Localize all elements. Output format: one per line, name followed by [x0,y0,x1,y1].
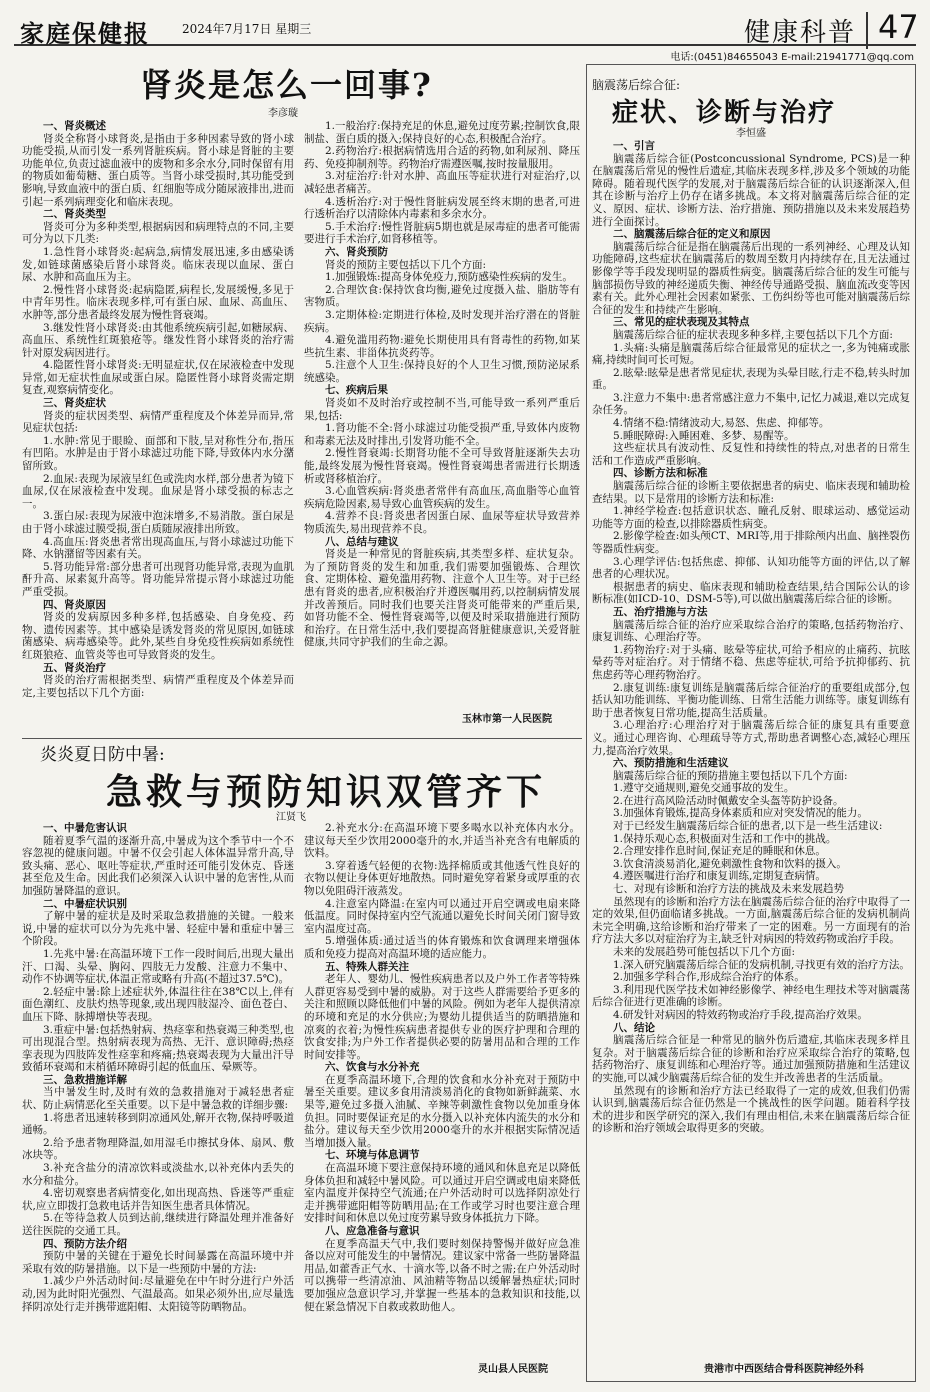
section-heading: 五、特殊人群关注 [325,960,409,973]
paragraph: 2.慢性肾衰竭:长期肾功能不全可导致肾脏逐渐失去功能,最终发展为慢性肾衰竭。慢性肾衰竭患者需进行长期透析或肾移植治疗。 [304,447,580,485]
article-divider [22,738,582,739]
article3-body [592,140,910,1354]
paragraph: 1.一般治疗:保持充足的休息,避免过度劳累;控制饮食,限制盐、蛋白质的摄入;保持良好的心态,积极配合治疗。 [304,120,580,145]
section-name: 健康科普 [744,12,868,49]
paragraph: 1.深入研究脑震荡后综合征的发病机制,寻找更有效的治疗方法。 [613,958,910,971]
section-heading: 三、急救措施详解 [43,1073,127,1086]
paragraph: 3.利用现代医学技术如神经影像学、神经电生理技术等对脑震荡后综合征进行更准确的诊断。 [592,983,910,1009]
article1-title: 肾炎是怎么一回事? [140,66,433,104]
section-heading: 二、肾炎类型 [43,208,106,221]
article3-subtitle: 脑震荡后综合征: [592,78,681,92]
paragraph: 3.饮食清淡易消化,避免刺激性食物和饮料的摄入。 [613,857,847,870]
paragraph: 5.睡眠障碍:入睡困难、多梦、易醒等。 [613,429,795,442]
section-heading: 四、诊断方法和标准 [613,467,708,480]
paragraph: 预防中暑的关键在于避免长时间暴露在高温环境中并采取有效的防暑措施。以下是一些预防中暑的方法: [22,1250,294,1275]
paragraph: 3.继发性肾小球肾炎:由其他系统疾病引起,如糖尿病、高血压、系统性红斑狼疮等。继发性肾小球肾炎的治疗需针对原发病因进行。 [22,321,294,359]
section-heading: 八、应急准备与意识 [325,1225,420,1237]
article2-author: 江贤飞 [276,812,306,823]
paragraph: 4.研发针对病因的特效药物或治疗手段,提高治疗效果。 [613,1008,868,1021]
paragraph: 2.影像学检查:如头颅CT、MRI等,用于排除颅内出血、脑挫裂伤等器质性病变。 [592,530,910,555]
article1-author: 李彦璇 [268,108,298,119]
article2-title: 急救与预防知识双管齐下 [106,771,547,813]
paragraph: 5.手术治疗:慢性肾脏病5期也就是尿毒症的患者可能需要进行手术治疗,如肾移植等。 [304,220,580,246]
paragraph: 1.减少户外活动时间:尽量避免在中午时分进行户外活动,因为此时阳光强烈、气温最高。如果必须外出,应尽量选择阴凉处行走并携带遮阳帽、太阳镜等防晒物品。 [22,1275,294,1313]
section-heading: 二、脑震荡后综合征的定义和原因 [613,228,771,241]
paragraph: 5.肾功能异常:部分患者可出现肾功能异常,表现为血肌酐升高、尿素氮升高等。肾功能异常提示肾小球滤过功能严重受损。 [22,560,294,598]
page-number: 47 [878,8,919,46]
article1-source: 玉林市第一人民医院 [462,714,552,725]
paragraph: 在夏季高温天气中,我们要时刻保持警惕并做好应急准备以应对可能发生的中暑情况。建议家中常备一些防暑降温用品,如藿香正气水、十滴水等,以备不时之需;在户外活动时可以携带一些清凉油、风油精等物品以缓解暑热症状;同时要加强应急意识学习,并掌握一些基本的急救知识和技能,以便在紧急情况下自救或救助他人。 [304,1237,580,1313]
paragraph: 肾炎如不及时治疗或控制不当,可能导致一系列严重后果,包括: [304,397,580,422]
section-heading: 二、中暑症状识别 [43,897,127,910]
paragraph: 随着夏季气温的逐渐升高,中暑成为这个季节中一个不容忽视的健康问题。中暑不仅会引起人体体温异常升高,导致头痛、恶心、呕吐等症状,严重时还可能引发休克、昏迷甚至危及生命。因此我们必须深入认识中暑的危害性,从而加强防暑降温的意识。 [22,834,294,897]
paragraph: 脑震荡后综合征是一种常见的脑外伤后遗症,其临床表现多样且复杂。对于脑震荡后综合征的诊断和治疗应采取综合治疗的策略,包括药物治疗、康复训练和心理治疗等。通过加强预防措施和生活建议的实施,可以减少脑震荡后综合征的发生并改善患者的生活质量。 [592,1034,910,1084]
paragraph: 4.情绪不稳:情绪波动大,易怒、焦虑、抑郁等。 [613,417,830,430]
section-heading: 一、肾炎概述 [43,120,106,132]
paragraph: 1.水肿:常见于眼睑、面部和下肢,呈对称性分布,指压有凹陷。水肿是由于肾小球滤过功能下降,导致体内水分潴留所致。 [22,434,294,473]
paragraph: 4.透析治疗:对于慢性肾脏病发展至终末期的患者,可进行透析治疗以清除体内毒素和多余水分。 [304,195,580,221]
section-heading: 一、引言 [613,140,655,152]
paragraph: 未来的发展趋势可能包括以下几个方面: [613,946,796,958]
paragraph: 这些症状具有波动性、反复性和持续性的特点,对患者的日常生活和工作造成严重影响。 [592,442,910,467]
article1-column-right [304,120,580,704]
paragraph: 虽然现有的诊断和治疗方法在脑震荡后综合征的治疗中取得了一定的效果,但仍面临诸多挑战。一方面,脑震荡后综合征的发病机制尚未完全明确,这给诊断和治疗带来了一定的困难。另一方面现有的治疗方法大多以对症治疗为主,缺乏针对病因的特效药物或治疗手段。 [592,895,910,946]
article2-column-right [304,822,580,1352]
section-heading: 八、结论 [613,1021,655,1034]
masthead [14,6,919,48]
section-heading: 八、总结与建议 [325,535,399,548]
paragraph: 2.加强多学科合作,形成综合治疗的体系。 [613,971,805,984]
paragraph: 3.穿着透气轻便的衣物:选择棉质或其他透气性良好的衣物以便让身体更好地散热。同时避免穿着紧身或厚重的衣物以免阻碍汗液蒸发。 [304,859,580,897]
article2-source: 灵山县人民医院 [478,1364,548,1375]
article3-title: 症状、诊断与治疗 [612,98,837,128]
paragraph: 3.定期体检:定期进行体检,及时发现并治疗潜在的肾脏疾病。 [304,308,580,334]
section-heading: 七、环境与体息调节 [325,1149,420,1162]
paragraph: 4.高血压:肾炎患者常出现高血压,与肾小球滤过功能下降、水钠潴留等因素有关。 [22,535,294,561]
paragraph: 1.加强锻炼:提高身体免疫力,预防感染性疾病的发生。 [325,271,573,284]
paragraph: 3.对症治疗:针对水肿、高血压等症状进行对症治疗,以减轻患者痛苦。 [304,170,580,195]
paragraph: 1.药物治疗:对于头痛、眩晕等症状,可给予相应的止痛药、抗眩晕药等对症治疗。对于情绪不稳、焦虑等症状,可给予抗抑郁药、抗焦虑药等心理药物治疗。 [592,643,910,681]
paragraph: 2.康复训练:康复训练是脑震荡后综合征治疗的重要组成部分,包括认知功能训练、平衡功能训练、日常生活能力训练等。康复训练有助于患者恢复日常功能,提高生活质量。 [592,681,910,719]
paragraph: 了解中暑的症状是及时采取急救措施的关键。一般来说,中暑的症状可以分为先兆中暑、轻症中暑和重症中暑三个阶段。 [22,910,294,948]
article2-subtitle: 炎炎夏日防中暑: [40,745,165,765]
paragraph: 4.遵医嘱进行治疗和康复训练,定期复查病情。 [613,870,826,883]
paragraph: 2.合理安排作息时间,保证充足的睡眠和休息。 [613,845,826,858]
paragraph: 5.增强体质:通过适当的体育锻炼和饮食调理来增强体质和免疫力提高对高温环境的适应能力。 [304,935,580,960]
paragraph: 3.注意力不集中:患者常感注意力不集中,记忆力减退,难以完成复杂任务。 [592,391,910,417]
paragraph: 3.蛋白尿:表现为尿液中泡沫增多,不易消散。蛋白尿是由于肾小球滤过膜受损,蛋白质随尿液排出所致。 [22,510,294,535]
paragraph: 肾炎的治疗需根据类型、病情严重程度及个体差异而定,主要包括以下几个方面: [22,674,294,699]
paragraph: 脑震荡后综合征的治疗应采取综合治疗的策略,包括药物治疗、康复训练、心理治疗等。 [592,618,910,644]
section-heading: 四、预防方法介绍 [43,1237,127,1250]
paragraph: 七、对现有诊断和治疗方法的挑战及未来发展趋势 [613,883,844,896]
paragraph: 在高温环境下要注意保持环境的通风和休息充足以降低身体负担和减轻中暑风险。可以通过开启空调或电扇来降低室内温度并保持空气流通;在户外活动时可以选择阴凉处行走并携带遮阳帽等防晒用品;在工作或学习时也要注意合理安排时间和休息以免过度劳累导致身体抵抗力下降。 [304,1162,580,1225]
paragraph: 脑震荡后综合征的症状表现多种多样,主要包括以下几个方面: [613,328,893,341]
section-heading: 五、肾炎治疗 [43,661,106,674]
paragraph: 4.密切观察患者病情变化,如出现高热、昏迷等严重症状,应立即拨打急救电话并告知医生患者具体情况。 [22,1187,294,1212]
paragraph: 2.轻症中暑:除上述症状外,体温往往在38℃以上,伴有面色潮红、皮肤灼热等现象,或出现四肢湿冷、面色苍白、血压下降、脉搏增快等表现。 [22,985,294,1023]
issue-date: 2024年7月17日 星期三 [182,22,312,36]
paragraph: 3.重症中暑:包括热射病、热痉挛和热衰竭三种类型,也可出现混合型。热射病表现为高热、无汗、意识障碍;热痉挛表现为四肢阵发性痉挛和疼痛;热衰竭表现为大量出汗导致循环衰竭和末梢循环障碍引起的低血压、晕厥等。 [22,1023,294,1074]
section-heading: 一、中暑危害认识 [43,822,127,834]
paragraph: 当中暑发生时,及时有效的急救措施对于减轻患者症状、防止病情恶化至关重要。以下是中暑急救的详细步骤: [22,1086,294,1112]
section-heading: 六、饮食与水分补充 [325,1061,420,1074]
paragraph: 2.合理饮食:保持饮食均衡,避免过度摄入盐、脂肪等有害物质。 [304,283,580,309]
paragraph: 肾炎的发病原因多种多样,包括感染、自身免疫、药物、遗传因素等。其中感染是诱发肾炎的常见原因,如链球菌感染、病毒感染等。此外,某些自身免疫性疾病如系统性红斑狼疮、血管炎等也可导致肾炎的发生。 [22,611,294,661]
paragraph: 2.给予患者物理降温,如用湿毛巾擦拭身体、扇风、敷冰块等。 [22,1136,294,1162]
paragraph: 1.肾功能不全:肾小球滤过功能受损严重,导致体内废物和毒素无法及时排出,引发肾功能不全。 [304,422,580,447]
section-heading: 三、常见的症状表现及其特点 [613,316,750,329]
article2-column-left [22,822,294,1382]
paragraph: 肾炎的症状因类型、病情严重程度及个体差异而异,常见症状包括: [22,409,294,435]
paragraph: 1.头痛:头痛是脑震荡后综合征最常见的症状之一,多为钝痛或胀痛,持续时间可长可短。 [592,341,910,367]
paragraph: 4.注意室内降温:在室内可以通过开启空调或电扇来降低温度。同时保持室内空气流通以避免长时间关闭门窗导致室内温度过高。 [304,897,580,935]
paragraph: 2.眩晕:眩晕是患者常见症状,表现为头晕目眩,行走不稳,转头时加重。 [592,366,910,392]
paragraph: 脑震荡后综合征是指在脑震荡后出现的一系列神经、心理及认知功能障碍,这些症状在脑震荡后的数周至数月内持续存在,且无法通过影像学等手段发现明显的器质性病变。脑震荡后综合征的发生可能与脑部损伤导致的神经递质失衡、神经传导通路受损、脑血流改变等因素有关。此外心理社会因素如紧张、工伤纠纷等也可能对脑震荡后综合征的发生和持续产生影响。 [592,240,910,316]
paragraph: 3.心血管疾病:肾炎患者常伴有高血压,高血脂等心血管疾病危险因素,易导致心血管疾病的发生。 [304,485,580,510]
section-heading: 五、治疗措施与方法 [613,605,708,618]
paragraph: 2.补充水分:在高温环境下要多喝水以补充体内水分。建议每天至少饮用2000毫升的水,并适当补充含有电解质的饮料。 [304,822,580,860]
paragraph: 虽然现有的诊断和治疗方法已经取得了一定的成效,但我们仍需认识到,脑震荡后综合征仍然是一个挑战性的医学问题。随着科学技术的进步和医学研究的深入,我们有理由相信,未来在脑震荡后综合征的诊断和治疗领域会取得更多的突破。 [592,1084,910,1135]
paragraph: 3.补充含盐分的清凉饮料或淡盐水,以补充体内丢失的水分和盐分。 [22,1162,294,1187]
paragraph: 对于已经发生脑震荡后综合征的患者,以下是一些生活建议: [613,820,883,833]
paragraph: 3.加强体育锻炼,提高身体素质和应对突发情况的能力。 [613,807,868,820]
paragraph: 3.心理治疗:心理治疗对于脑震荡后综合征的康复具有重要意义。通过心理咨询、心理疏导等方式,帮助患者调整心态,减轻心理压力,提高治疗效果。 [592,719,910,757]
paragraph: 1.遵守交通规则,避免交通事故的发生。 [613,782,795,795]
paragraph: 肾炎全称肾小球肾炎,是指由于多种因素导致的肾小球功能受损,从而引发一系列肾脏疾病。肾小球是肾脏的主要功能单位,负责过滤血液中的废物和多余水分,同时保留有用的物质如葡萄糖、蛋白质等。当肾小球受损时,其功能受到影响,导致血液中的蛋白质、红细胞等成分随尿液排出,进而引起一系列病理变化和临床表现。 [22,132,294,208]
article1-column-left [22,120,294,736]
section-heading: 四、肾炎原因 [43,598,106,611]
section-heading: 六、肾炎预防 [325,245,388,258]
section-heading: 六、预防措施和生活建议 [613,757,729,770]
paragraph: 4.避免滥用药物:避免长期使用具有肾毒性的药物,如某些抗生素、非甾体抗炎药等。 [304,334,580,359]
article3-author: 李恒盛 [736,128,766,139]
paragraph: 肾炎可分为多种类型,根据病因和病理特点的不同,主要可分为以下几类: [22,220,294,246]
paragraph: 在夏季高温环境下,合理的饮食和水分补充对于预防中暑至关重要。建议多食用清淡易消化的食物如新鲜蔬菜、水果等,避免过多摄入油腻、辛辣等刺激性食物以免加重身体负担。同时要保证充足的水分摄入以补充体内流失的水分和盐分。建议每天至少饮用2000毫升的水并根据实际情况适当增加摄入量。 [304,1073,580,1149]
contact-line: 电话:(0451)84655043 E-mail:21941771@qq.com [670,52,914,63]
paragraph: 5.注意个人卫生:保持良好的个人卫生习惯,预防泌尿系统感染。 [304,359,580,384]
paragraph: 老年人、婴幼儿、慢性疾病患者以及户外工作者等特殊人群更容易受到中暑的威胁。对于这些人群需要给予更多的关注和照顾以降低他们中暑的风险。例如为老年人提供清凉的环境和充足的水分供应;为婴幼儿提供适当的防晒措施和凉爽的衣着;为慢性疾病患者提供专业的医疗护理和合理的饮食安排;为户外工作者提供必要的防暑用品和合理的工作时间安排等。 [304,973,580,1061]
section-heading: 三、肾炎症状 [43,397,106,410]
newspaper-name: 家庭保健报 [20,19,150,48]
paragraph: 脑震荡后综合征的预防措施主要包括以下几个方面: [613,769,848,782]
paragraph: 1.神经学检查:包括意识状态、瞳孔反射、眼球运动、感觉运动功能等方面的检查,以排除器质性病变。 [592,505,910,530]
paragraph: 4.营养不良:肾炎患者因蛋白尿、血尿等症状导致营养物质流失,易出现营养不良。 [304,510,580,535]
paragraph: 2.药物治疗:根据病情选用合适的药物,如利尿剂、降压药、免疫抑制剂等。药物治疗需遵医嘱,按时按量服用。 [304,145,580,170]
paragraph: 肾炎是一种常见的肾脏疾病,其类型多样、症状复杂。为了预防肾炎的发生和加重,我们需要加强锻炼、合理饮食、定期体检、避免滥用药物、注意个人卫生等。对于已经患有肾炎的患者,应积极治疗并遵医嘱用药,以控制病情发展并改善预后。同时我们也要关注肾炎可能带来的严重后果,如肾功能不全、慢性肾衰竭等,以便及时采取措施进行预防和治疗。在日常生活中,我们要提高肾脏健康意识,关爱肾脏健康,共同守护我们的生命之源。 [304,548,580,649]
paragraph: 1.急性肾小球肾炎:起病急,病情发展迅速,多由感染诱发,如链球菌感染后肾小球肾炎。临床表现以血尿、蛋白尿、水肿和高血压为主。 [22,245,294,284]
paragraph: 3.心理学评估:包括焦虑、抑郁、认知功能等方面的评估,以了解患者的心理状况。 [592,555,910,581]
paragraph: 2.血尿:表现为尿液呈红色或洗肉水样,部分患者为镜下血尿,仅在尿液检查中发现。血尿是肾小球受损的标志之一。 [22,472,294,510]
paragraph: 1.保持乐观心态,积极面对生活和工作中的挑战。 [613,832,837,845]
paragraph: 根据患者的病史、临床表现和辅助检查结果,结合国际公认的诊断标准(如ICD-10、DSM-5等),可以做出脑震荡后综合征的诊断。 [592,580,910,606]
paragraph: 4.隐匿性肾小球肾炎:无明显症状,仅在尿液检查中发现异常,如无症状性血尿或蛋白尿。隐匿性肾小球肾炎需定期复查,观察病情变化。 [22,359,294,397]
paragraph: 脑震荡后综合征的诊断主要依据患者的病史、临床表现和辅助检查结果。以下是常用的诊断方法和标准: [592,480,910,505]
paragraph: 肾炎的预防主要包括以下几个方面: [325,258,487,271]
section-heading: 七、疾病后果 [325,384,388,397]
paragraph: 2.慢性肾小球肾炎:起病隐匿,病程长,发展缓慢,多见于中青年男性。临床表现多样,可有蛋白尿、血尿、高血压、水肿等,部分患者最终发展为慢性肾衰竭。 [22,283,294,321]
paragraph: 5.在等待急救人员到达前,继续进行降温处理并准备好送往医院的交通工具。 [22,1212,294,1237]
article3-source: 贵港市中西医结合骨科医院神经外科 [704,1364,864,1375]
paragraph: 2.在进行高风险活动时佩戴安全头盔等防护设备。 [613,794,844,807]
paragraph: 脑震荡后综合征(Postconcussional Syndrome, PCS)是一种在脑震荡后常见的慢性后遗症,其临床表现多样,涉及多个领域的功能障碍。随着现代医学的发展,对于脑震荡后综合征的认识逐渐深入,但其在诊断与治疗上仍存在诸多挑战。本文将对脑震荡后综合征的定义、原因、症状、诊断方法、治疗措施、预防措施以及未来发展趋势进行全面探讨。 [592,152,910,228]
paragraph: 1.将患者迅速转移到阴凉通风处,解开衣物,保持呼吸道通畅。 [22,1111,294,1137]
paragraph: 1.先兆中暑:在高温环境下工作一段时间后,出现大量出汗、口渴、头晕、胸闷、四肢无力发酸、注意力不集中、动作不协调等症状,体温正常或略有升高(不超过37.5℃)。 [22,947,294,986]
